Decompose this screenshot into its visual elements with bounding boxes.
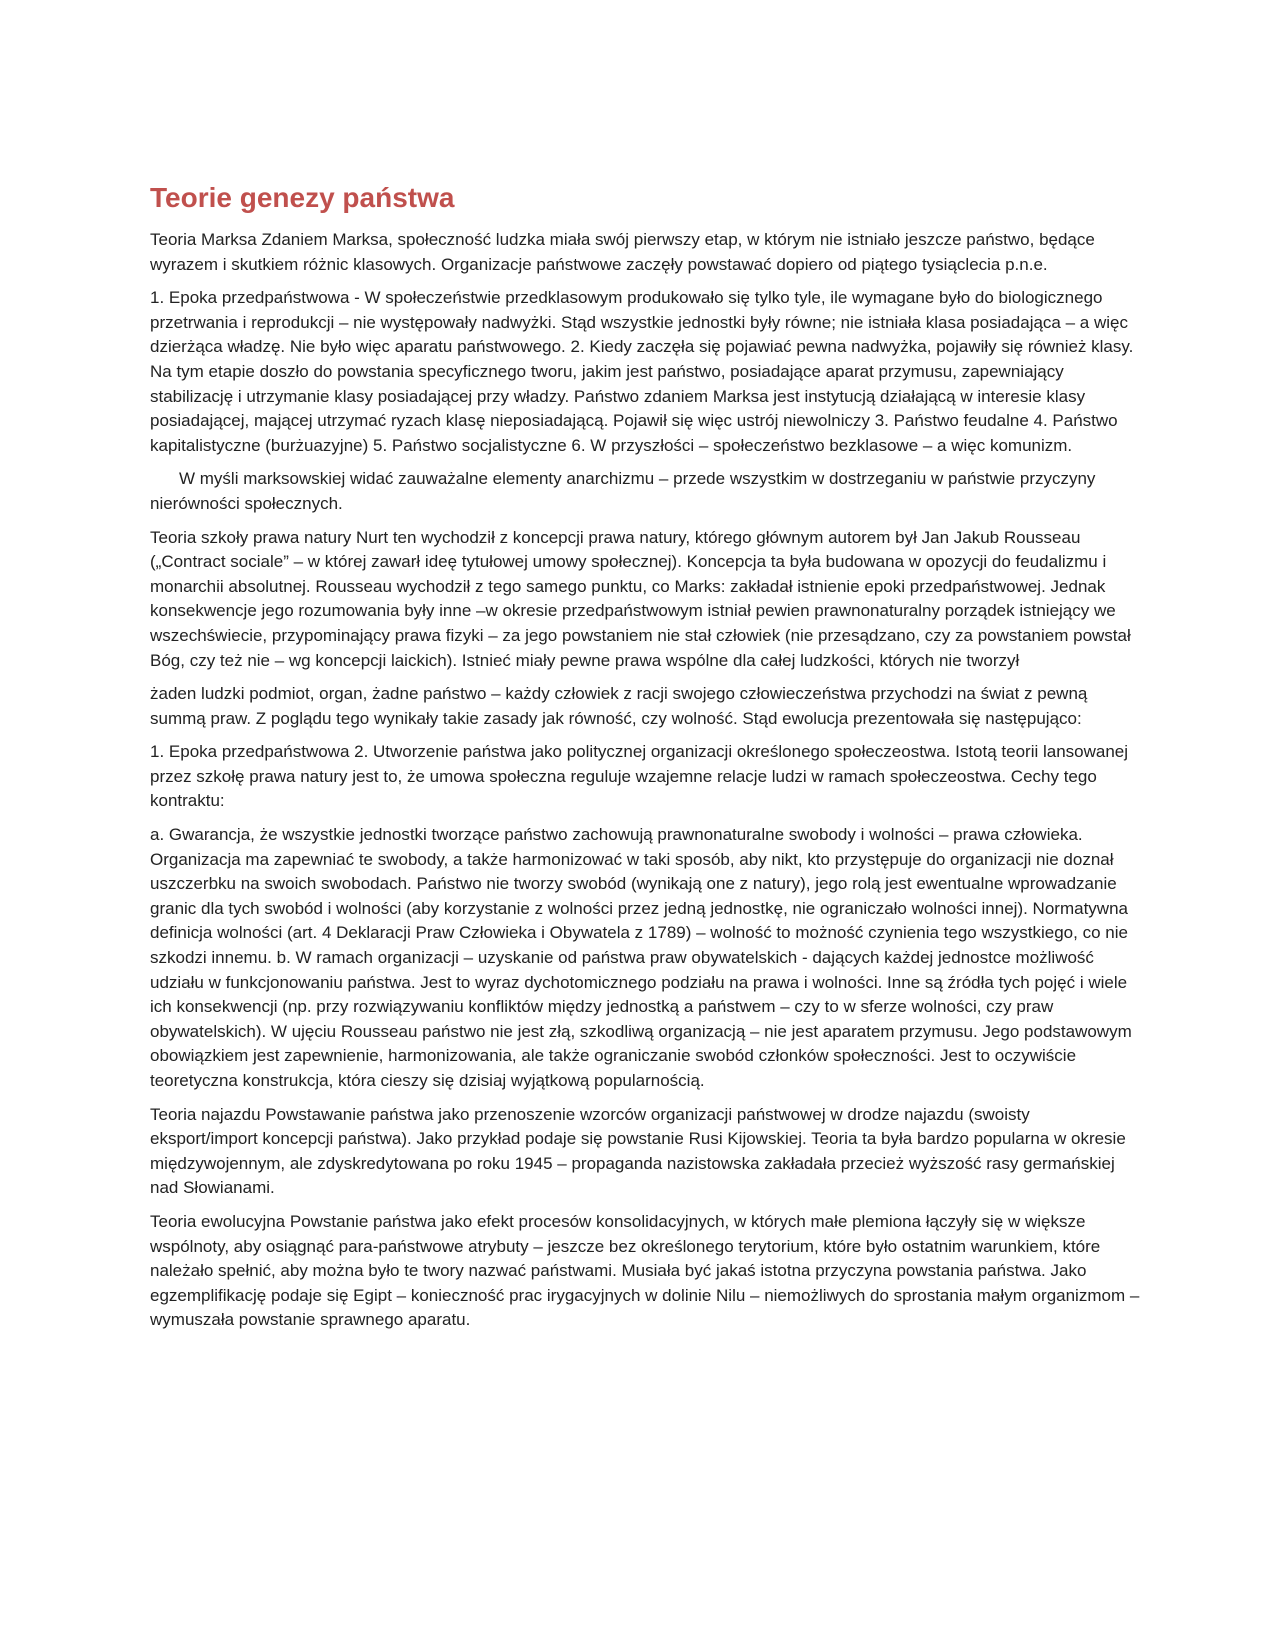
paragraph-marx-theory: Teoria Marksa Zdaniem Marksa, społeczność ludzka miała swój pierwszy etap, w którym nie istniało jeszcze państwo, będące wyrazem i skutkiem różnic klasowych. Organizacje państwowe zaczęły powstawać dopiero od piątego tysiąclecia p.n.e. bbox=[150, 230, 1095, 274]
paragraph-natural-law: Teoria szkoły prawa natury Nurt ten wychodził z koncepcji prawa natury, którego głównym autorem był Jan Jakub Rousseau („Contract sociale” – w której zawarł ideę tytułowej umowy społecznej). Koncepcja ta była budowana w opozycji do feudalizmu i monarchii absolutnej. Rousseau wychodził z tego samego punktu, co Marks: zakładał istnienie epoki przedpaństwowej. Jednak konsekwencje jego rozumowania były inne –w okresie przedpaństwowym istniał pewien prawnonaturalny porządek istniejący we wszechświecie, przypominający prawa fizyki – za jego powstaniem nie stał człowiek (nie przesądzano, czy za powstaniem powstał Bóg, czy też nie – wg koncepcji laickich). Istnieć miały pewne prawa wspólne dla całej ludzkości, których nie tworzył bbox=[150, 527, 1131, 670]
paragraph-natural-law-stages: 1. Epoka przedpaństwowa 2. Utworzenie państwa jako politycznej organizacji określonego społeczeostwa. Istotą teorii lansowanej przez szkołę prawa natury jest to, że umowa społeczna reguluje wzajemne relacje ludzi w ramach społeczeostwa. Cechy tego kontraktu: bbox=[150, 742, 1129, 811]
paragraph-evolution-theory: Teoria ewolucyjna Powstanie państwa jako efekt procesów konsolidacyjnych, w których małe plemiona łączyły się w większe wspólnoty, aby osiągnąć para-państwowe atrybuty – jeszcze bez określonego terytorium, które było ostatnim warunkiem, które należało spełnić, aby można było te twory nazwać państwami. Musiała być jakaś istotna przyczyna powstania państwa. Jako egzemplifikację podaje się Egipt – konieczność prac irygacyjnych w dolinie Nilu – niemożliwych do sprostania małym organizmom – wymuszała powstanie sprawnego aparatu. bbox=[150, 1211, 1140, 1330]
paragraph-marx-stages: 1. Epoka przedpaństwowa - W społeczeństwie przedklasowym produkowało się tylko tyle, ile wymagane było do biologicznego przetrwania i reprodukcji – nie występowały nadwyżki. Stąd wszystkie jednostki były równe; nie istniała klasa posiadająca – a więc dzierżąca władzę. Nie było więc aparatu państwowego. 2. Kiedy zaczęła się pojawiać pewna nadwyżka, pojawiły się również klasy. Na tym etapie doszło do powstania specyficznego tworu, jakim jest państwo, posiadające aparat przymusu, zapewniający stabilizację i utrzymanie klasy posiadającej przy władzy. Państwo zdaniem Marksa jest instytucją działającą w interesie klasy posiadającej, mającej utrzymać ryzach klasę nieposiadającą. Pojawił się więc ustrój niewolniczy 3. Państwo feudalne 4. Państwo kapitalistyczne (burżuazyjne) 5. Państwo socjalistyczne 6. W przyszłości – społeczeństwo bezklasowe – a więc komunizm. bbox=[150, 288, 1134, 455]
page-title: Teorie genezy państwa bbox=[150, 182, 455, 213]
paragraph-contract-features: a. Gwarancja, że wszystkie jednostki tworzące państwo zachowują prawnonaturalne swobody i wolności – prawa człowieka. Organizacja ma zapewniać te swobody, a także harmonizować w taki sposób, aby nikt, kto przystępuje do organizacji nie doznał uszczerbku na swoich swobodach. Państwo nie tworzy swobód (wynikają one z natury), jego rolą jest ewentualne wprowadzanie granic dla tych swobód i wolności (aby korzystanie z wolności przez jedną jednostkę, nie ograniczało wolności innej). Normatywna definicja wolności (art. 4 Deklaracji Praw Człowieka i Obywatela z 1789) – wolność to możność czynienia tego wszystkiego, co nie szkodzi innemu. b. W ramach organizacji – uzyskanie od państwa praw obywatelskich - dających każdej jednostce możliwość udziału w funkcjonowaniu państwa. Jest to wyraz dychotomicznego podziału na prawa i wolności. Inne są źródła tych pojęć i wiele ich konsekwencji (np. przy rozwiązywaniu konfliktów między jednostką a państwem – czy to w sferze wolności, czy praw obywatelskich). W ujęciu Rousseau państwo nie jest złą, szkodliwą organizacją – nie jest aparatem przymusu. Jego podstawowym obowiązkiem jest zapewnienie, harmonizowania, ale także ograniczanie swobód członków społeczności. Jest to oczywiście teoretyczna konstrukcja, która cieszy się dzisiaj wyjątkową popularnością. bbox=[150, 825, 1132, 1090]
document-page bbox=[150, 180, 1140, 1342]
paragraph-anarchism: W myśli marksowskiej widać zauważalne elementy anarchizmu – przede wszystkim w dostrzeganiu w państwie przyczyny nierówności społecznych. bbox=[150, 469, 1096, 513]
paragraph-invasion-theory: Teoria najazdu Powstawanie państwa jako przenoszenie wzorców organizacji państwowej w drodze najazdu (swoisty eksport/import koncepcji państwa). Jako przykład podaje się powstanie Rusi Kijowskiej. Teoria ta była bardzo popularna w okresie międzywojennym, ale zdyskredytowana po roku 1945 – propaganda nazistowska zakładała przecież wyższość rasy germańskiej nad Słowianami. bbox=[150, 1104, 1126, 1198]
paragraph-natural-law-continued: żaden ludzki podmiot, organ, żadne państwo – każdy człowiek z racji swojego człowieczeństwa przychodzi na świat z pewną summą praw. Z poglądu tego wynikały takie zasady jak równość, czy wolność. Stąd ewolucja prezentowała się następująco: bbox=[150, 684, 1088, 728]
